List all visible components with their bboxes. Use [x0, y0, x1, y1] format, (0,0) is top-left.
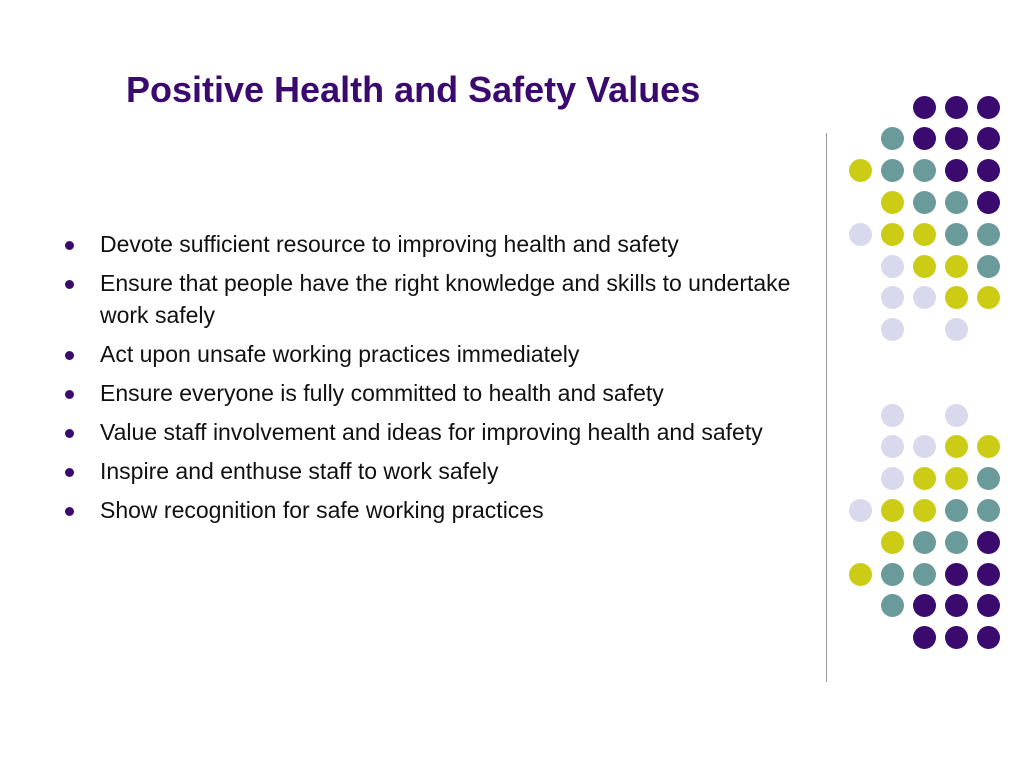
bullet-item [100, 228, 812, 260]
lavender-dot [849, 499, 872, 522]
purple-dot [913, 626, 936, 649]
teal-dot [881, 159, 904, 182]
bullet-item [100, 338, 812, 370]
bullet-item [100, 377, 812, 409]
vertical-divider [826, 133, 827, 682]
teal-dot [913, 191, 936, 214]
lavender-dot [881, 435, 904, 458]
yellow-dot [849, 563, 872, 586]
lavender-dot [945, 404, 968, 427]
yellow-dot [913, 467, 936, 490]
bullet-icon [65, 390, 74, 399]
bullet-text: Inspire and enthuse staff to work safely [100, 458, 499, 484]
teal-dot [913, 159, 936, 182]
yellow-dot [945, 435, 968, 458]
purple-dot [977, 531, 1000, 554]
bullet-text: Ensure everyone is fully committed to health and safety [100, 380, 664, 406]
bullet-text: Value staff involvement and ideas for improving health and safety [100, 419, 763, 445]
bullet-text: Act upon unsafe working practices immediately [100, 341, 580, 367]
bullet-item [100, 494, 812, 526]
purple-dot [945, 127, 968, 150]
purple-dot [977, 626, 1000, 649]
teal-dot [945, 223, 968, 246]
teal-dot [945, 531, 968, 554]
lavender-dot [945, 318, 968, 341]
bullet-text: Ensure that people have the right knowledge and skills to undertake work safely [100, 270, 791, 328]
yellow-dot [977, 286, 1000, 309]
yellow-dot [881, 531, 904, 554]
lavender-dot [849, 223, 872, 246]
purple-dot [977, 127, 1000, 150]
bullet-text: Show recognition for safe working practices [100, 497, 544, 523]
yellow-dot [881, 499, 904, 522]
yellow-dot [881, 191, 904, 214]
teal-dot [945, 499, 968, 522]
teal-dot [977, 467, 1000, 490]
yellow-dot [913, 223, 936, 246]
purple-dot [977, 159, 1000, 182]
bullet-icon [65, 351, 74, 360]
purple-dot [945, 159, 968, 182]
purple-dot [913, 127, 936, 150]
bullet-icon [65, 507, 74, 516]
yellow-dot [881, 223, 904, 246]
yellow-dot [945, 255, 968, 278]
teal-dot [913, 531, 936, 554]
lavender-dot [881, 467, 904, 490]
teal-dot [945, 191, 968, 214]
lavender-dot [881, 286, 904, 309]
lavender-dot [881, 255, 904, 278]
teal-dot [881, 127, 904, 150]
bullet-text: Devote sufficient resource to improving health and safety [100, 231, 679, 257]
slide-title: Positive Health and Safety Values [126, 69, 701, 110]
yellow-dot [913, 499, 936, 522]
bullet-item [100, 455, 812, 487]
yellow-dot [913, 255, 936, 278]
purple-dot [945, 594, 968, 617]
yellow-dot [945, 467, 968, 490]
bullet-icon [65, 429, 74, 438]
lavender-dot [913, 435, 936, 458]
purple-dot [945, 96, 968, 119]
purple-dot [977, 594, 1000, 617]
teal-dot [881, 563, 904, 586]
purple-dot [913, 594, 936, 617]
yellow-dot [849, 159, 872, 182]
teal-dot [977, 255, 1000, 278]
yellow-dot [977, 435, 1000, 458]
purple-dot [977, 563, 1000, 586]
teal-dot [913, 563, 936, 586]
lavender-dot [913, 286, 936, 309]
purple-dot [977, 191, 1000, 214]
yellow-dot [945, 286, 968, 309]
lavender-dot [881, 318, 904, 341]
purple-dot [977, 96, 1000, 119]
teal-dot [881, 594, 904, 617]
teal-dot [977, 499, 1000, 522]
bullet-icon [65, 280, 74, 289]
purple-dot [945, 563, 968, 586]
lavender-dot [881, 404, 904, 427]
teal-dot [977, 223, 1000, 246]
bullet-item [100, 416, 812, 448]
purple-dot [945, 626, 968, 649]
purple-dot [913, 96, 936, 119]
bullet-item [100, 267, 812, 331]
bullet-icon [65, 468, 74, 477]
bullet-icon [65, 241, 74, 250]
bullet-list [100, 228, 812, 533]
